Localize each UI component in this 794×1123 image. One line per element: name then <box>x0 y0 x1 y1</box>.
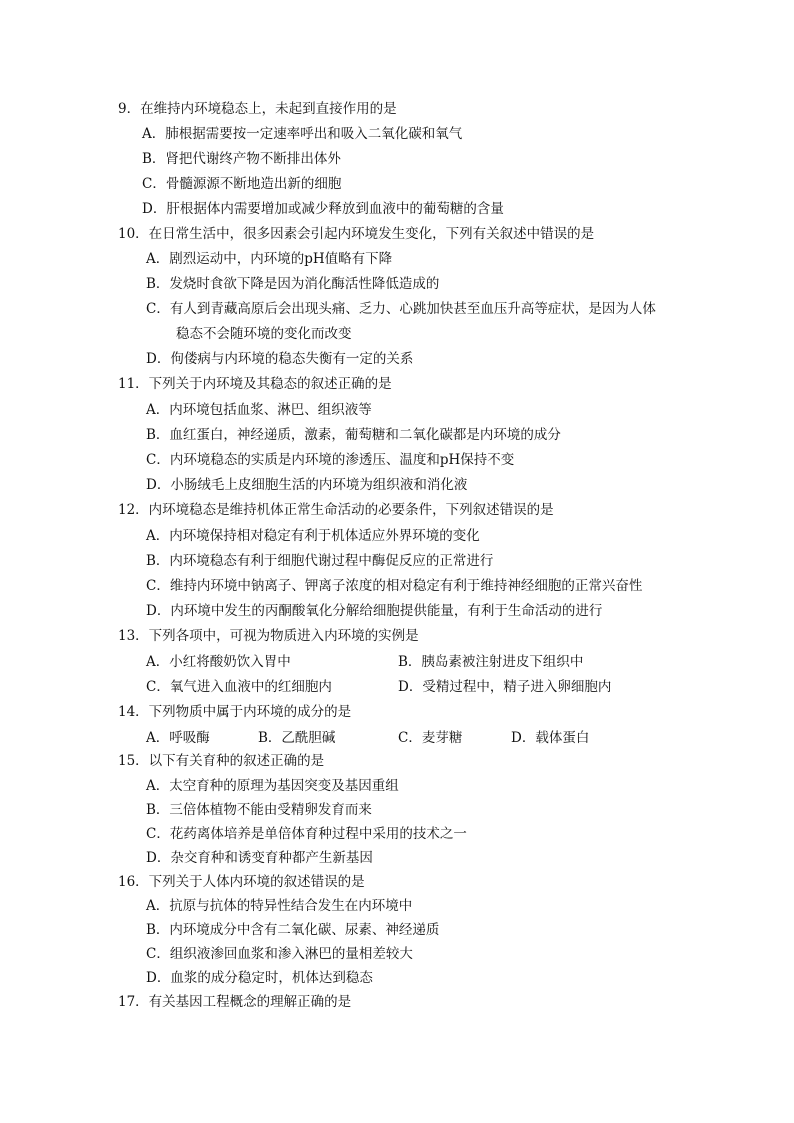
question-12-option-d: D．内环境中发生的丙酮酸氧化分解给细胞提供能量，有利于生命活动的进行 <box>146 603 603 619</box>
question-14-option-a: A．呼吸酶 <box>146 730 210 746</box>
question-14-option-b: B．乙酰胆碱 <box>258 730 336 746</box>
question-14-option-c: C．麦芽糖 <box>398 730 463 746</box>
question-11-option-d: D．小肠绒毛上皮细胞生活的内环境为组织液和消化液 <box>146 477 468 493</box>
question-10-option-d: D．佝偻病与内环境的稳态失衡有一定的关系 <box>146 351 414 367</box>
question-13-option-b: B．胰岛素被注射进皮下组织中 <box>398 654 584 670</box>
question-15-option-c: C．花药离体培养是单倍体育种过程中采用的技术之一 <box>146 826 467 842</box>
question-13-option-c: C．氧气进入血液中的红细胞内 <box>146 679 332 695</box>
question-16-option-c: C．组织液渗回血浆和渗入淋巴的量相差较大 <box>146 946 413 962</box>
question-11-option-c: C．内环境稳态的实质是内环境的渗透压、温度和pH保持不变 <box>146 452 515 468</box>
question-12-option-b: B．内环境稳态有利于细胞代谢过程中酶促反应的正常进行 <box>146 553 494 569</box>
question-9-stem: 9．在维持内环境稳态上，未起到直接作用的是 <box>118 101 397 117</box>
question-14-option-d: D．载体蛋白 <box>511 730 590 746</box>
question-16-option-d: D．血浆的成分稳定时，机体达到稳态 <box>146 970 373 986</box>
question-12-option-a: A．内环境保持相对稳定有利于机体适应外界环境的变化 <box>146 528 480 544</box>
question-9-option-c: C．骨髓源源不断地造出新的细胞 <box>142 176 342 192</box>
question-9-option-b: B．肾把代谢终产物不断排出体外 <box>142 151 341 167</box>
question-13-option-a: A．小红将酸奶饮入胃中 <box>146 654 291 670</box>
question-9-option-d: D．肝根据体内需要增加或减少释放到血液中的葡萄糖的含量 <box>142 201 504 217</box>
question-16-option-a: A．抗原与抗体的特异性结合发生在内环境中 <box>146 898 413 914</box>
question-10-option-c-continued: 稳态不会随环境的变化而改变 <box>176 326 352 342</box>
question-17-stem: 17．有关基因工程概念的理解正确的是 <box>118 994 352 1010</box>
question-13-stem: 13．下列各项中，可视为物质进入内环境的实例是 <box>118 628 419 644</box>
question-11-option-b: B．血红蛋白，神经递质，激素，葡萄糖和二氧化碳都是内环境的成分 <box>146 427 561 443</box>
question-12-option-c: C．维持内环境中钠离子、钾离子浓度的相对稳定有利于维持神经细胞的正常兴奋性 <box>146 578 643 594</box>
question-11-option-a: A．内环境包括血浆、淋巴、组织液等 <box>146 402 372 418</box>
question-14-stem: 14．下列物质中属于内环境的成分的是 <box>118 704 352 720</box>
question-15-stem: 15．以下有关育种的叙述正确的是 <box>118 753 325 769</box>
question-15-option-d: D．杂交育种和诱变育种都产生新基因 <box>146 850 373 866</box>
question-13-option-d: D．受精过程中，精子进入卵细胞内 <box>398 679 612 695</box>
question-10-option-b: B．发烧时食欲下降是因为消化酶活性降低造成的 <box>146 276 440 292</box>
question-16-option-b: B．内环境成分中含有二氧化碳、尿素、神经递质 <box>146 922 440 938</box>
question-11-stem: 11．下列关于内环境及其稳态的叙述正确的是 <box>118 376 392 392</box>
question-15-option-a: A．太空育种的原理为基因突变及基因重组 <box>146 778 399 794</box>
question-10-option-a: A．剧烈运动中，内环境的pH值略有下降 <box>146 251 393 267</box>
question-16-stem: 16．下列关于人体内环境的叙述错误的是 <box>118 874 365 890</box>
question-10-option-c: C．有人到青藏高原后会出现头痛、乏力、心跳加快甚至血压升高等症状，是因为人体 <box>146 301 656 317</box>
question-15-option-b: B．三倍体植物不能由受精卵发育而来 <box>146 802 372 818</box>
question-9-option-a: A．肺根据需要按一定速率呼出和吸入二氧化碳和氧气 <box>142 126 463 142</box>
question-12-stem: 12．内环境稳态是维持机体正常生命活动的必要条件，下列叙述错误的是 <box>118 502 554 518</box>
question-10-stem: 10．在日常生活中，很多因素会引起内环境发生变化，下列有关叙述中错误的是 <box>118 226 595 242</box>
